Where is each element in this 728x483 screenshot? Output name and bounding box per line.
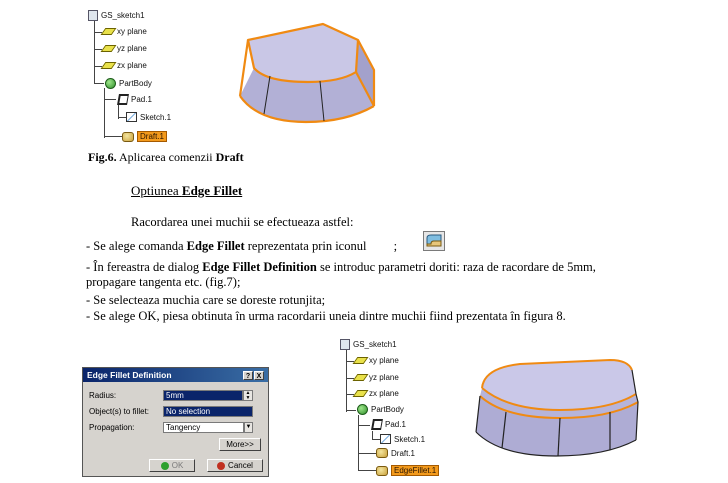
plane-icon: [101, 45, 117, 52]
sketch-icon: [380, 434, 391, 444]
tree-item-zx-plane[interactable]: zx plane: [103, 61, 147, 70]
plane-icon: [353, 357, 369, 364]
tree-item-edge-fillet[interactable]: EdgeFillet.1: [376, 465, 439, 476]
propagation-label: Propagation:: [89, 423, 135, 432]
plane-icon: [353, 390, 369, 397]
document-icon: [88, 10, 98, 21]
tree-item-sketch[interactable]: Sketch.1: [380, 434, 425, 444]
sketch-icon: [126, 112, 137, 122]
tree-item-yz-plane[interactable]: yz plane: [355, 373, 399, 382]
partbody-icon: [357, 404, 368, 415]
document-icon: [340, 339, 350, 350]
ok-icon: [161, 462, 169, 470]
cancel-icon: [217, 462, 225, 470]
tree-item-root[interactable]: GS_sketch1: [88, 10, 145, 21]
tree-item-sketch[interactable]: Sketch.1: [126, 112, 171, 122]
tree-item-draft[interactable]: Draft.1: [376, 448, 415, 458]
section-title: Optiunea Edge Fillet: [131, 183, 243, 198]
dialog-title-bar[interactable]: [83, 368, 268, 382]
step-4: - Se alege OK, piesa obtinuta în urma racordarii uneia dintre muchii fiind prezentata în figura 8.: [86, 309, 566, 323]
pad-icon: [371, 419, 383, 430]
radius-spinner[interactable]: ▲ ▼: [243, 390, 253, 401]
step-3: - Se selecteaza muchia care se doreste rotunjita;: [86, 293, 326, 307]
objects-row: [89, 406, 253, 417]
chevron-down-icon[interactable]: ▼: [244, 422, 253, 433]
more-button[interactable]: More>>: [219, 438, 261, 451]
dialog-title: Edge Fillet Definition: [87, 370, 172, 380]
figure-caption: Fig.6. Aplicarea comenzii Draft: [88, 150, 244, 164]
tree-item-partbody[interactable]: PartBody: [105, 78, 152, 89]
tree-item-pad[interactable]: Pad.1: [118, 94, 152, 105]
propagation-row: [89, 422, 253, 433]
radius-input[interactable]: 5mm: [163, 390, 243, 401]
edge-fillet-icon: [376, 466, 388, 476]
propagation-select[interactable]: Tangency: [163, 422, 244, 433]
plane-icon: [353, 374, 369, 381]
tree-item-partbody[interactable]: PartBody: [357, 404, 404, 415]
plane-icon: [101, 28, 117, 35]
objects-label: Object(s) to fillet:: [89, 407, 150, 416]
draft-part-view: [228, 10, 388, 140]
edge-fillet-dialog: [82, 367, 269, 477]
cancel-button[interactable]: Cancel: [207, 459, 263, 472]
partbody-icon: [105, 78, 116, 89]
draft-icon: [122, 132, 134, 142]
ok-button[interactable]: OK: [149, 459, 195, 472]
tree-item-root[interactable]: GS_sketch1: [340, 339, 397, 350]
intro-paragraph: Racordarea unei muchii se efectueaza astfel:: [131, 215, 354, 229]
step-1: - Se alege comanda Edge Fillet reprezentata prin iconul ;: [86, 239, 398, 253]
objects-selection-field[interactable]: No selection: [163, 406, 253, 417]
close-button[interactable]: X: [254, 371, 264, 380]
tree-item-zx-plane[interactable]: zx plane: [355, 389, 399, 398]
edge-fillet-icon: [423, 231, 445, 251]
plane-icon: [101, 62, 117, 69]
edge-fillet-part-view: [460, 348, 660, 468]
tree-item-pad[interactable]: Pad.1: [372, 419, 406, 430]
draft-icon: [376, 448, 388, 458]
tree-item-xy-plane[interactable]: xy plane: [103, 27, 147, 36]
step-2: - În fereastra de dialog Edge Fillet Definition se introduc parametri doriti: raza de racordare de 5mm,: [86, 260, 596, 274]
pad-icon: [117, 94, 129, 105]
spec-tree-bottom: [336, 337, 456, 479]
step-2-continued: propagare tangenta etc. (fig.7);: [86, 275, 241, 289]
radius-label: Radius:: [89, 391, 117, 400]
radius-row: [89, 390, 253, 401]
tree-item-yz-plane[interactable]: yz plane: [103, 44, 147, 53]
tree-item-draft[interactable]: Draft.1: [122, 131, 167, 142]
help-button[interactable]: ?: [243, 371, 253, 380]
spec-tree-top: [84, 8, 194, 148]
tree-item-xy-plane[interactable]: xy plane: [355, 356, 399, 365]
